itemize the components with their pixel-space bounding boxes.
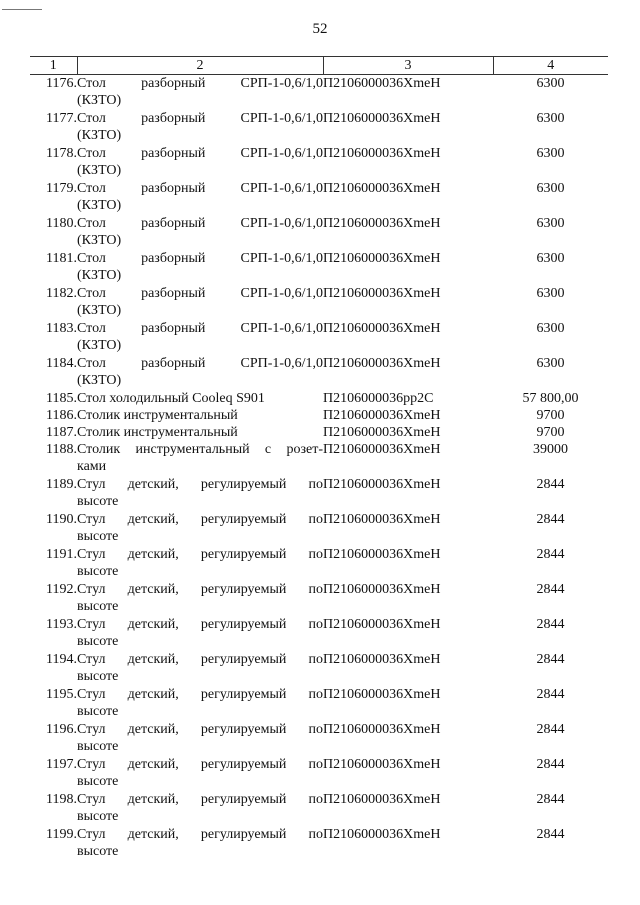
table-row xyxy=(30,407,608,424)
item-name-line: (КЗТО) xyxy=(77,198,122,213)
item-code: П2106000036XmeH xyxy=(323,356,441,371)
row-number: 1183. xyxy=(46,321,77,336)
item-name-line: (КЗТО) xyxy=(77,163,122,178)
table-row xyxy=(30,826,608,861)
item-name-line: Стол разборный СРП-1-0,6/1,0 xyxy=(77,251,323,266)
item-price: 6300 xyxy=(536,321,565,336)
item-name-line: высоте xyxy=(77,599,119,614)
item-name-line: Стул детский, регулируемый по xyxy=(77,512,323,527)
column-header-3: 3 xyxy=(323,57,493,75)
table-body xyxy=(30,75,608,862)
table-row xyxy=(30,390,608,407)
table-row xyxy=(30,476,608,511)
item-name-line: Стул детский, регулируемый по xyxy=(77,757,323,772)
item-name xyxy=(77,616,323,651)
table-row xyxy=(30,441,608,476)
item-price: 57 800,00 xyxy=(522,391,579,406)
item-name xyxy=(77,110,323,145)
item-price: 9700 xyxy=(536,408,565,423)
item-code: П2106000036pp2C xyxy=(323,391,434,406)
item-price: 6300 xyxy=(536,146,565,161)
row-number: 1179. xyxy=(46,181,77,196)
row-number: 1192. xyxy=(46,582,77,597)
item-name-line: высоте xyxy=(77,844,119,859)
row-number: 1177. xyxy=(46,111,77,126)
column-header-1: 1 xyxy=(30,57,77,75)
row-number: 1195. xyxy=(46,687,77,702)
item-code: П2106000036XmeH xyxy=(323,111,441,126)
item-name xyxy=(77,145,323,180)
item-name xyxy=(77,546,323,581)
table-row xyxy=(30,686,608,721)
item-code: П2106000036XmeH xyxy=(323,757,441,772)
item-name-line: Стол разборный СРП-1-0,6/1,0 xyxy=(77,286,323,301)
column-header-4: 4 xyxy=(493,57,608,75)
row-number: 1191. xyxy=(46,547,77,562)
item-name xyxy=(77,285,323,320)
item-name xyxy=(77,826,323,861)
item-name-line: (КЗТО) xyxy=(77,338,122,353)
item-name xyxy=(77,424,323,441)
row-number: 1194. xyxy=(46,652,77,667)
table-row xyxy=(30,180,608,215)
row-number: 1199. xyxy=(46,827,77,842)
item-name-line: ками xyxy=(77,459,107,474)
item-name-line: Стол разборный СРП-1-0,6/1,0 xyxy=(77,181,323,196)
row-number: 1198. xyxy=(46,792,77,807)
item-price: 2844 xyxy=(536,652,565,667)
item-name-line: Стол разборный СРП-1-0,6/1,0 xyxy=(77,356,323,371)
item-name xyxy=(77,581,323,616)
table-row xyxy=(30,110,608,145)
item-name-line: Столик инструментальный xyxy=(77,425,238,440)
row-number: 1182. xyxy=(46,286,77,301)
item-code: П2106000036XmeH xyxy=(323,792,441,807)
item-name xyxy=(77,390,323,407)
item-name-line: Стул детский, регулируемый по xyxy=(77,687,323,702)
item-price: 6300 xyxy=(536,356,565,371)
row-number: 1188. xyxy=(46,442,77,457)
row-number: 1193. xyxy=(46,617,77,632)
item-name-line: Стул детский, регулируемый по xyxy=(77,477,323,492)
item-code: П2106000036XmeH xyxy=(323,827,441,842)
item-name xyxy=(77,320,323,355)
item-name-line: (КЗТО) xyxy=(77,233,122,248)
item-price: 6300 xyxy=(536,251,565,266)
item-price: 6300 xyxy=(536,111,565,126)
item-code: П2106000036XmeH xyxy=(323,722,441,737)
item-code: П2106000036XmeH xyxy=(323,477,441,492)
table-row xyxy=(30,215,608,250)
top-edge-rule xyxy=(2,9,42,10)
item-price: 9700 xyxy=(536,425,565,440)
table-row xyxy=(30,651,608,686)
item-name-line: Стол разборный СРП-1-0,6/1,0 xyxy=(77,146,323,161)
item-code: П2106000036XmeH xyxy=(323,181,441,196)
item-code: П2106000036XmeH xyxy=(323,442,441,457)
item-code: П2106000036XmeH xyxy=(323,408,441,423)
row-number: 1176. xyxy=(46,76,77,91)
table-row xyxy=(30,756,608,791)
table-row xyxy=(30,320,608,355)
table-row xyxy=(30,355,608,390)
items-table xyxy=(30,56,608,861)
item-price: 6300 xyxy=(536,181,565,196)
item-price: 2844 xyxy=(536,827,565,842)
row-number: 1180. xyxy=(46,216,77,231)
item-name-line: Стол разборный СРП-1-0,6/1,0 xyxy=(77,321,323,336)
row-number: 1190. xyxy=(46,512,77,527)
item-price: 6300 xyxy=(536,216,565,231)
item-price: 2844 xyxy=(536,757,565,772)
item-name-line: Столик инструментальный xyxy=(77,408,238,423)
row-number: 1184. xyxy=(46,356,77,371)
item-code: П2106000036XmeH xyxy=(323,582,441,597)
table-row xyxy=(30,721,608,756)
table-row xyxy=(30,581,608,616)
item-name-line: (КЗТО) xyxy=(77,93,122,108)
item-name-line: Стол разборный СРП-1-0,6/1,0 xyxy=(77,111,323,126)
item-price: 2844 xyxy=(536,512,565,527)
item-name-line: высоте xyxy=(77,669,119,684)
item-name-line: Стол холодильный Cooleq S901 xyxy=(77,391,265,406)
item-price: 6300 xyxy=(536,76,565,91)
item-name-line: высоте xyxy=(77,774,119,789)
item-name xyxy=(77,355,323,390)
table-row xyxy=(30,250,608,285)
item-name-line: высоте xyxy=(77,564,119,579)
table-row xyxy=(30,511,608,546)
item-code: П2106000036XmeH xyxy=(323,216,441,231)
item-name xyxy=(77,407,323,424)
row-number: 1196. xyxy=(46,722,77,737)
item-price: 2844 xyxy=(536,687,565,702)
row-number: 1185. xyxy=(46,391,77,406)
item-name xyxy=(77,511,323,546)
item-name xyxy=(77,476,323,511)
row-number: 1178. xyxy=(46,146,77,161)
row-number: 1187. xyxy=(46,425,77,440)
item-name xyxy=(77,180,323,215)
row-number: 1181. xyxy=(46,251,77,266)
item-name-line: Стол разборный СРП-1-0,6/1,0 xyxy=(77,216,323,231)
item-name-line: Стул детский, регулируемый по xyxy=(77,617,323,632)
item-name xyxy=(77,250,323,285)
item-code: П2106000036XmeH xyxy=(323,321,441,336)
item-name-line: высоте xyxy=(77,704,119,719)
table-row xyxy=(30,75,608,111)
item-name xyxy=(77,441,323,476)
item-name-line: высоте xyxy=(77,494,119,509)
item-name-line: (КЗТО) xyxy=(77,128,122,143)
item-name-line: высоте xyxy=(77,529,119,544)
row-number: 1189. xyxy=(46,477,77,492)
item-code: П2106000036XmeH xyxy=(323,512,441,527)
item-price: 2844 xyxy=(536,792,565,807)
table-row xyxy=(30,145,608,180)
item-name xyxy=(77,651,323,686)
item-name-line: Стол разборный СРП-1-0,6/1,0 xyxy=(77,76,323,91)
table-header-row xyxy=(30,57,608,75)
item-code: П2106000036XmeH xyxy=(323,76,441,91)
item-price: 2844 xyxy=(536,477,565,492)
item-code: П2106000036XmeH xyxy=(323,286,441,301)
item-name-line: (КЗТО) xyxy=(77,303,122,318)
item-name-line: высоте xyxy=(77,809,119,824)
item-name xyxy=(77,756,323,791)
column-header-2: 2 xyxy=(77,57,323,75)
item-price: 39000 xyxy=(533,442,568,457)
table-row xyxy=(30,285,608,320)
item-price: 6300 xyxy=(536,286,565,301)
item-name xyxy=(77,686,323,721)
table-row xyxy=(30,791,608,826)
item-name xyxy=(77,791,323,826)
item-name-line: (КЗТО) xyxy=(77,373,122,388)
item-name-line: Стул детский, регулируемый по xyxy=(77,792,323,807)
item-price: 2844 xyxy=(536,547,565,562)
item-name-line: Столик инструментальный с розет- xyxy=(77,442,323,457)
item-name-line: Стул детский, регулируемый по xyxy=(77,827,323,842)
table-row xyxy=(30,616,608,651)
item-name-line: (КЗТО) xyxy=(77,268,122,283)
item-price: 2844 xyxy=(536,722,565,737)
table-row xyxy=(30,424,608,441)
item-name xyxy=(77,721,323,756)
item-code: П2106000036XmeH xyxy=(323,146,441,161)
item-name-line: Стул детский, регулируемый по xyxy=(77,652,323,667)
item-name-line: высоте xyxy=(77,739,119,754)
item-code: П2106000036XmeH xyxy=(323,617,441,632)
item-price: 2844 xyxy=(536,582,565,597)
item-code: П2106000036XmeH xyxy=(323,687,441,702)
item-name-line: Стул детский, регулируемый по xyxy=(77,722,323,737)
item-name-line: Стул детский, регулируемый по xyxy=(77,582,323,597)
row-number: 1197. xyxy=(46,757,77,772)
item-price: 2844 xyxy=(536,617,565,632)
item-name-line: высоте xyxy=(77,634,119,649)
item-name-line: Стул детский, регулируемый по xyxy=(77,547,323,562)
item-code: П2106000036XmeH xyxy=(323,425,441,440)
item-code: П2106000036XmeH xyxy=(323,251,441,266)
item-code: П2106000036XmeH xyxy=(323,652,441,667)
page-number: 52 xyxy=(312,21,328,37)
table-row xyxy=(30,546,608,581)
item-name xyxy=(77,215,323,250)
row-number: 1186. xyxy=(46,408,77,423)
item-code: П2106000036XmeH xyxy=(323,547,441,562)
item-name xyxy=(77,75,323,111)
